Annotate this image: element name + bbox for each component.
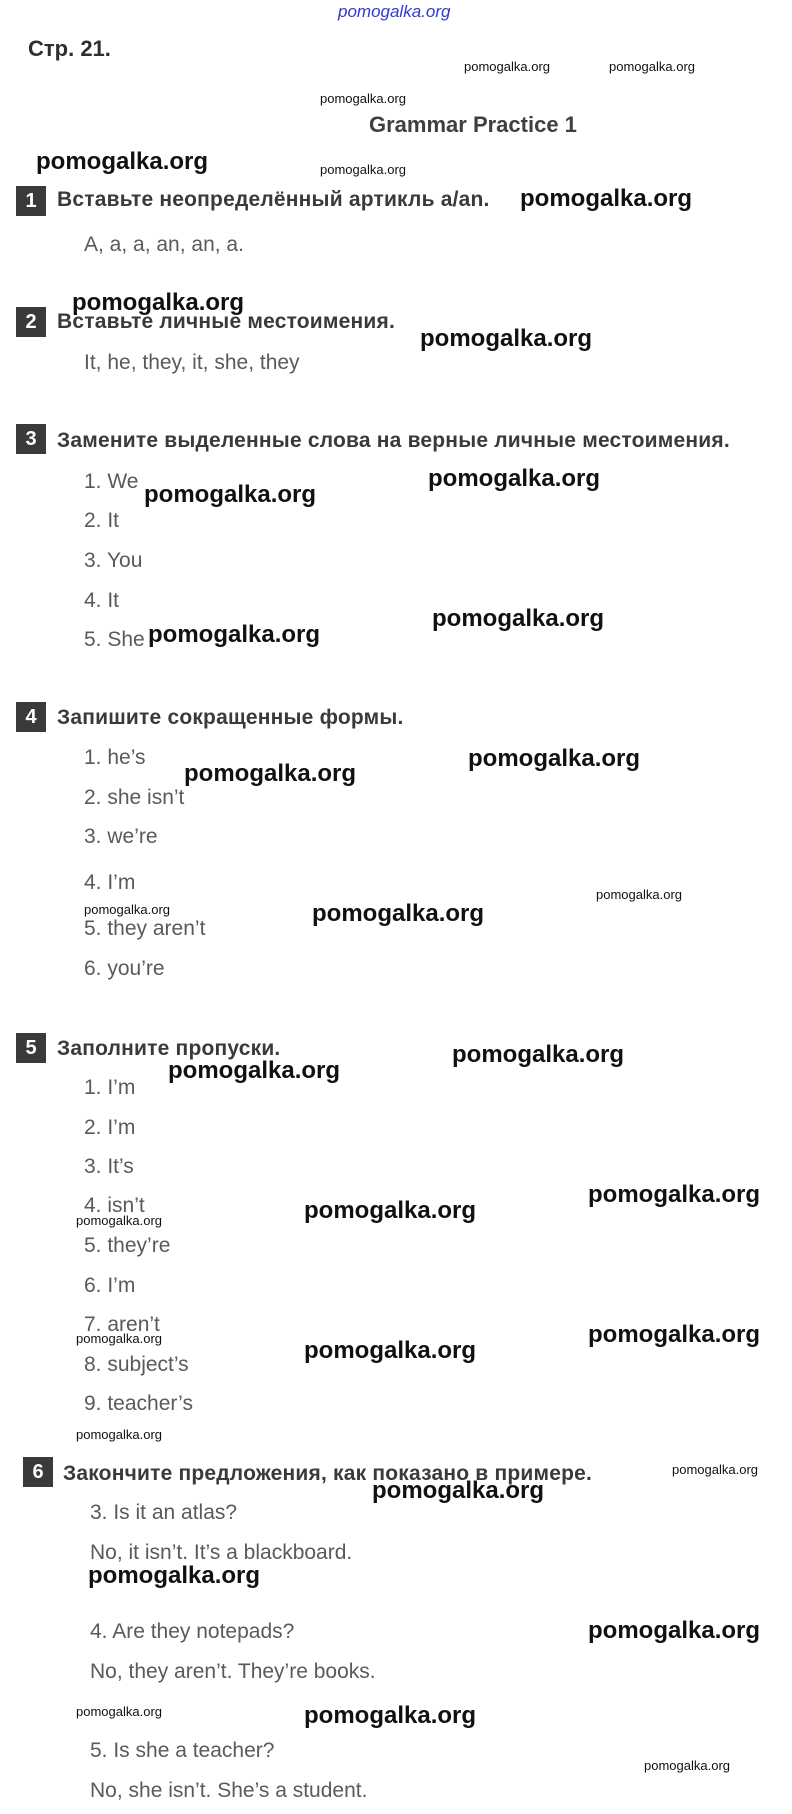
- task-title: Заполните пропуски.: [57, 1037, 281, 1060]
- answer-line: 1. I’m: [84, 1076, 136, 1099]
- answer-line: 4. Are they notepads?: [90, 1620, 295, 1643]
- task-title: Запишите сокращенные формы.: [57, 706, 404, 729]
- answer-line: 7. aren’t: [84, 1313, 160, 1336]
- watermark: pomogalka.org: [168, 1057, 341, 1084]
- answer-line: 1. he’s: [84, 746, 146, 769]
- watermark: pomogalka.org: [304, 1702, 477, 1729]
- watermark: pomogalka.org: [372, 1477, 545, 1504]
- task-number-badge: 5: [16, 1033, 46, 1063]
- watermark: pomogalka.org: [588, 1617, 761, 1644]
- watermark: pomogalka.org: [304, 1337, 477, 1364]
- task-number-badge: 2: [16, 307, 46, 337]
- watermark: pomogalka.org: [432, 605, 605, 632]
- answer-line: 6. you’re: [84, 957, 165, 980]
- watermark: pomogalka.org: [588, 1181, 761, 1208]
- answer-line: A, a, a, an, an, a.: [84, 233, 244, 256]
- answer-line: 3. You: [84, 549, 143, 572]
- watermark: pomogalka.org: [609, 59, 695, 74]
- page-number: Стр. 21.: [28, 36, 111, 61]
- task-title: Закончите предложения, как показано в примере.: [63, 1462, 593, 1485]
- answer-line: No, it isn’t. It’s a blackboard.: [90, 1541, 353, 1564]
- watermark: pomogalka.org: [144, 481, 317, 508]
- task-title: Замените выделенные слова на верные личные местоимения.: [57, 429, 730, 452]
- watermark: pomogalka.org: [520, 185, 693, 212]
- watermark: pomogalka.org: [184, 760, 357, 787]
- answer-line: 4. It: [84, 589, 120, 612]
- answer-line: 3. Is it an atlas?: [90, 1501, 238, 1524]
- watermark: pomogalka.org: [428, 465, 601, 492]
- answer-line: 4. I’m: [84, 871, 136, 894]
- watermark: pomogalka.org: [36, 148, 209, 175]
- watermark: pomogalka.org: [672, 1462, 758, 1477]
- watermark: pomogalka.org: [464, 59, 550, 74]
- answer-line: 5. Is she a teacher?: [90, 1739, 275, 1762]
- watermark: pomogalka.org: [84, 902, 170, 917]
- answer-line: 8. subject’s: [84, 1353, 189, 1376]
- watermark: pomogalka.org: [76, 1331, 162, 1346]
- answer-line: 5. they aren’t: [84, 917, 206, 940]
- answer-line: No, she isn’t. She’s a student.: [90, 1779, 368, 1802]
- answer-line: 3. we’re: [84, 825, 158, 848]
- answer-line: No, they aren’t. They’re books.: [90, 1660, 376, 1683]
- watermark: pomogalka.org: [588, 1321, 761, 1348]
- watermark: pomogalka.org: [468, 745, 641, 772]
- watermark: pomogalka.org: [72, 289, 245, 316]
- watermark: pomogalka.org: [148, 621, 321, 648]
- answer-line: It, he, they, it, she, they: [84, 351, 300, 374]
- watermark: pomogalka.org: [88, 1562, 261, 1589]
- watermark: pomogalka.org: [420, 325, 593, 352]
- top-watermark: pomogalka.org: [338, 2, 451, 21]
- answer-line: 2. It: [84, 509, 120, 532]
- task-number-badge: 4: [16, 702, 46, 732]
- answer-line: 3. It’s: [84, 1155, 134, 1178]
- answer-line: 9. teacher’s: [84, 1392, 193, 1415]
- answer-line: 4. isn’t: [84, 1194, 145, 1217]
- answer-line: 2. she isn’t: [84, 786, 185, 809]
- task-title: Вставьте неопределённый артикль a/an.: [57, 188, 490, 211]
- watermark: pomogalka.org: [596, 887, 682, 902]
- answer-line: 6. I’m: [84, 1274, 136, 1297]
- answer-line: 5. they’re: [84, 1234, 171, 1257]
- task-title: Вставьте личные местоимения.: [57, 310, 396, 333]
- answer-line: 5. She: [84, 628, 145, 651]
- watermark: pomogalka.org: [76, 1704, 162, 1719]
- watermark: pomogalka.org: [76, 1213, 162, 1228]
- task-number-badge: 6: [23, 1457, 53, 1487]
- task-number-badge: 3: [16, 424, 46, 454]
- watermark: pomogalka.org: [644, 1758, 730, 1773]
- watermark: pomogalka.org: [304, 1197, 477, 1224]
- watermark: pomogalka.org: [76, 1427, 162, 1442]
- answer-line: 1. We: [84, 470, 139, 493]
- watermark: pomogalka.org: [320, 162, 406, 177]
- task-number-badge: 1: [16, 186, 46, 216]
- watermark: pomogalka.org: [312, 900, 485, 927]
- answer-line: 2. I’m: [84, 1116, 136, 1139]
- watermark: pomogalka.org: [452, 1041, 625, 1068]
- section-heading: Grammar Practice 1: [369, 112, 577, 137]
- watermark: pomogalka.org: [320, 91, 406, 106]
